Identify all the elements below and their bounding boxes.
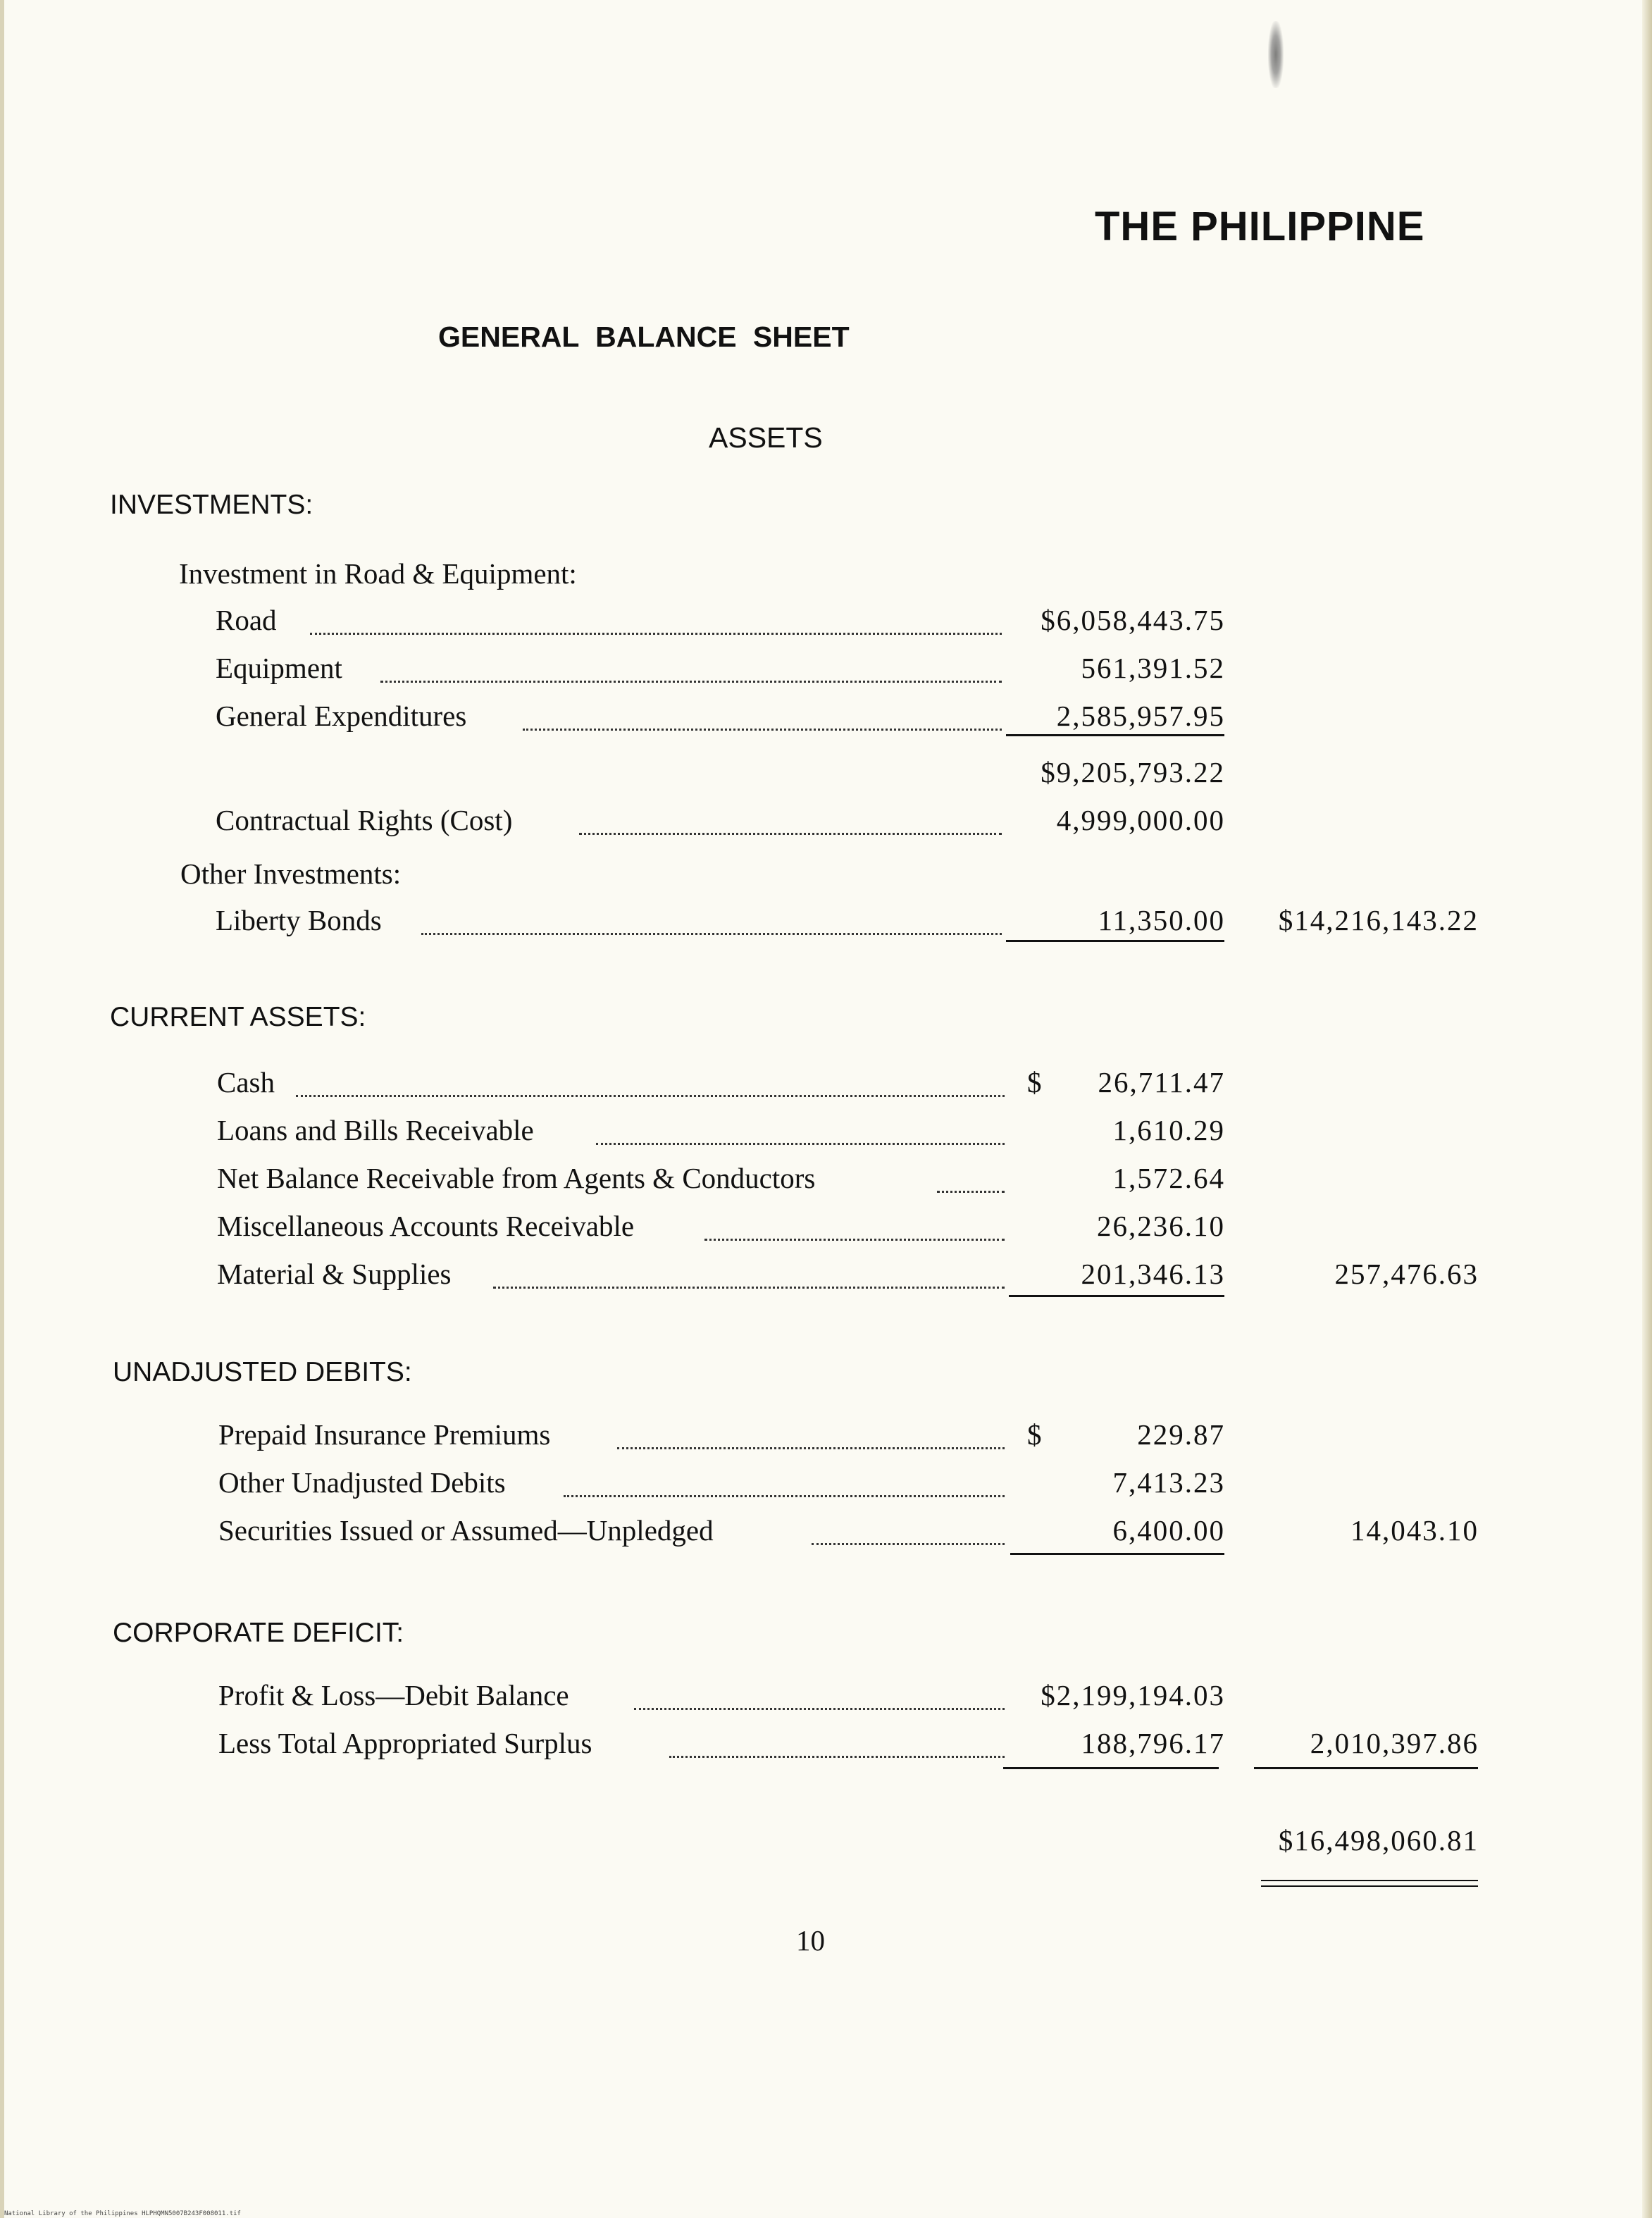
total-rule [1006, 940, 1224, 942]
dot-leader [669, 1756, 1005, 1758]
dot-leader [380, 681, 1002, 683]
liberty-bonds-row [0, 903, 1652, 946]
contractual-rights-amount: 4,999,000.00 [1056, 804, 1225, 836]
road-equipment-subtotal: $9,205,793.22 [1041, 756, 1225, 788]
currency-symbol: $ [1027, 1066, 1042, 1098]
document-title: GENERAL BALANCE SHEET [438, 321, 850, 353]
profit-loss-label: Profit & Loss—Debit Balance [218, 1679, 569, 1711]
liberty-bonds-label: Liberty Bonds [216, 904, 382, 936]
prepaid-insurance-label: Prepaid Insurance Premiums [218, 1418, 551, 1451]
road-equipment-subtotal-row [0, 755, 1652, 798]
appropriated-surplus-amount: 188,796.17 [1081, 1727, 1225, 1759]
page-header-title: THE PHILIPPINE [1095, 204, 1425, 249]
dot-leader [421, 933, 1002, 935]
road-label: Road [216, 604, 277, 636]
subtotal-rule [1006, 734, 1224, 736]
loans-label: Loans and Bills Receivable [217, 1114, 534, 1146]
ink-smudge [1268, 21, 1284, 88]
dot-leader [937, 1191, 1005, 1193]
misc-accounts-amount: 26,236.10 [1097, 1210, 1225, 1242]
misc-accounts-row [0, 1209, 1652, 1251]
general-expenditures-label: General Expenditures [216, 700, 467, 732]
other-unadjusted-row [0, 1466, 1652, 1508]
material-supplies-amount: 201,346.13 [1081, 1258, 1225, 1290]
dot-leader [310, 633, 1002, 635]
general-expenditures-amount: 2,585,957.95 [1056, 700, 1225, 732]
total-rule [1009, 1295, 1224, 1297]
current-assets-total: 257,476.63 [1334, 1258, 1479, 1290]
appropriated-surplus-row [0, 1726, 1652, 1768]
dot-leader [493, 1287, 1005, 1289]
dot-leader [596, 1143, 1005, 1145]
other-unadjusted-amount: 7,413.23 [1112, 1466, 1225, 1499]
cash-row [0, 1065, 1652, 1108]
material-supplies-label: Material & Supplies [217, 1258, 452, 1290]
grand-total: $16,498,060.81 [1278, 1824, 1479, 1857]
corporate-deficit-total: 2,010,397.86 [1310, 1727, 1479, 1759]
equipment-amount: 561,391.52 [1081, 652, 1225, 684]
other-investments-heading: Other Investments: [180, 857, 402, 890]
material-supplies-row [0, 1257, 1652, 1299]
total-rule [1003, 1767, 1219, 1769]
road-equipment-heading: Investment in Road & Equipment: [179, 557, 577, 590]
grand-total-double-rule [1261, 1885, 1478, 1887]
securities-row [0, 1513, 1652, 1556]
dot-leader [704, 1239, 1005, 1241]
road-row [0, 603, 1652, 645]
prepaid-insurance-amount: 229.87 [1137, 1418, 1225, 1451]
profit-loss-amount: $2,199,194.03 [1041, 1679, 1225, 1711]
dot-leader [579, 833, 1002, 835]
dot-leader [296, 1095, 1005, 1097]
profit-loss-row [0, 1678, 1652, 1721]
prepaid-insurance-row [0, 1418, 1652, 1460]
dot-leader [634, 1708, 1005, 1710]
corporate-deficit-heading: CORPORATE DEFICIT: [113, 1618, 404, 1648]
road-amount: $6,058,443.75 [1041, 604, 1225, 636]
net-balance-amount: 1,572.64 [1112, 1162, 1225, 1194]
loans-row [0, 1113, 1652, 1156]
page-number: 10 [796, 1924, 825, 1957]
total-rule [1254, 1767, 1478, 1769]
net-balance-label: Net Balance Receivable from Agents & Conductors [217, 1162, 816, 1194]
dot-leader [617, 1447, 1005, 1449]
investments-total: $14,216,143.22 [1278, 904, 1479, 936]
general-expenditures-row [0, 699, 1652, 741]
other-unadjusted-label: Other Unadjusted Debits [218, 1466, 506, 1499]
assets-heading: ASSETS [709, 421, 823, 454]
dot-leader [523, 729, 1002, 731]
grand-total-rule [1261, 1880, 1478, 1881]
dot-leader [812, 1543, 1005, 1545]
securities-label: Securities Issued or Assumed—Unpledged [218, 1514, 714, 1547]
securities-amount: 6,400.00 [1112, 1514, 1225, 1547]
page-edge-left [0, 0, 4, 2218]
cash-label: Cash [217, 1066, 275, 1098]
dot-leader [564, 1495, 1005, 1497]
equipment-label: Equipment [216, 652, 342, 684]
total-rule [1010, 1553, 1224, 1555]
page-edge-right [1642, 0, 1652, 2218]
unadjusted-debits-heading: UNADJUSTED DEBITS: [113, 1357, 412, 1387]
cash-amount: 26,711.47 [1098, 1066, 1225, 1098]
contractual-rights-row [0, 803, 1652, 845]
unadjusted-debits-total: 14,043.10 [1350, 1514, 1479, 1547]
current-assets-heading: CURRENT ASSETS: [110, 1002, 366, 1032]
scan-footer-note: National Library of the Philippines HLPHQMN5007B243F008011.tif [4, 2210, 241, 2217]
net-balance-row [0, 1161, 1652, 1203]
investments-heading: INVESTMENTS: [110, 490, 313, 520]
grand-total-row [0, 1823, 1652, 1866]
currency-symbol: $ [1027, 1418, 1042, 1451]
appropriated-surplus-label: Less Total Appropriated Surplus [218, 1727, 592, 1759]
contractual-rights-label: Contractual Rights (Cost) [216, 804, 513, 836]
loans-amount: 1,610.29 [1112, 1114, 1225, 1146]
misc-accounts-label: Miscellaneous Accounts Receivable [217, 1210, 635, 1242]
equipment-row [0, 651, 1652, 693]
liberty-bonds-amount: 11,350.00 [1098, 904, 1225, 936]
